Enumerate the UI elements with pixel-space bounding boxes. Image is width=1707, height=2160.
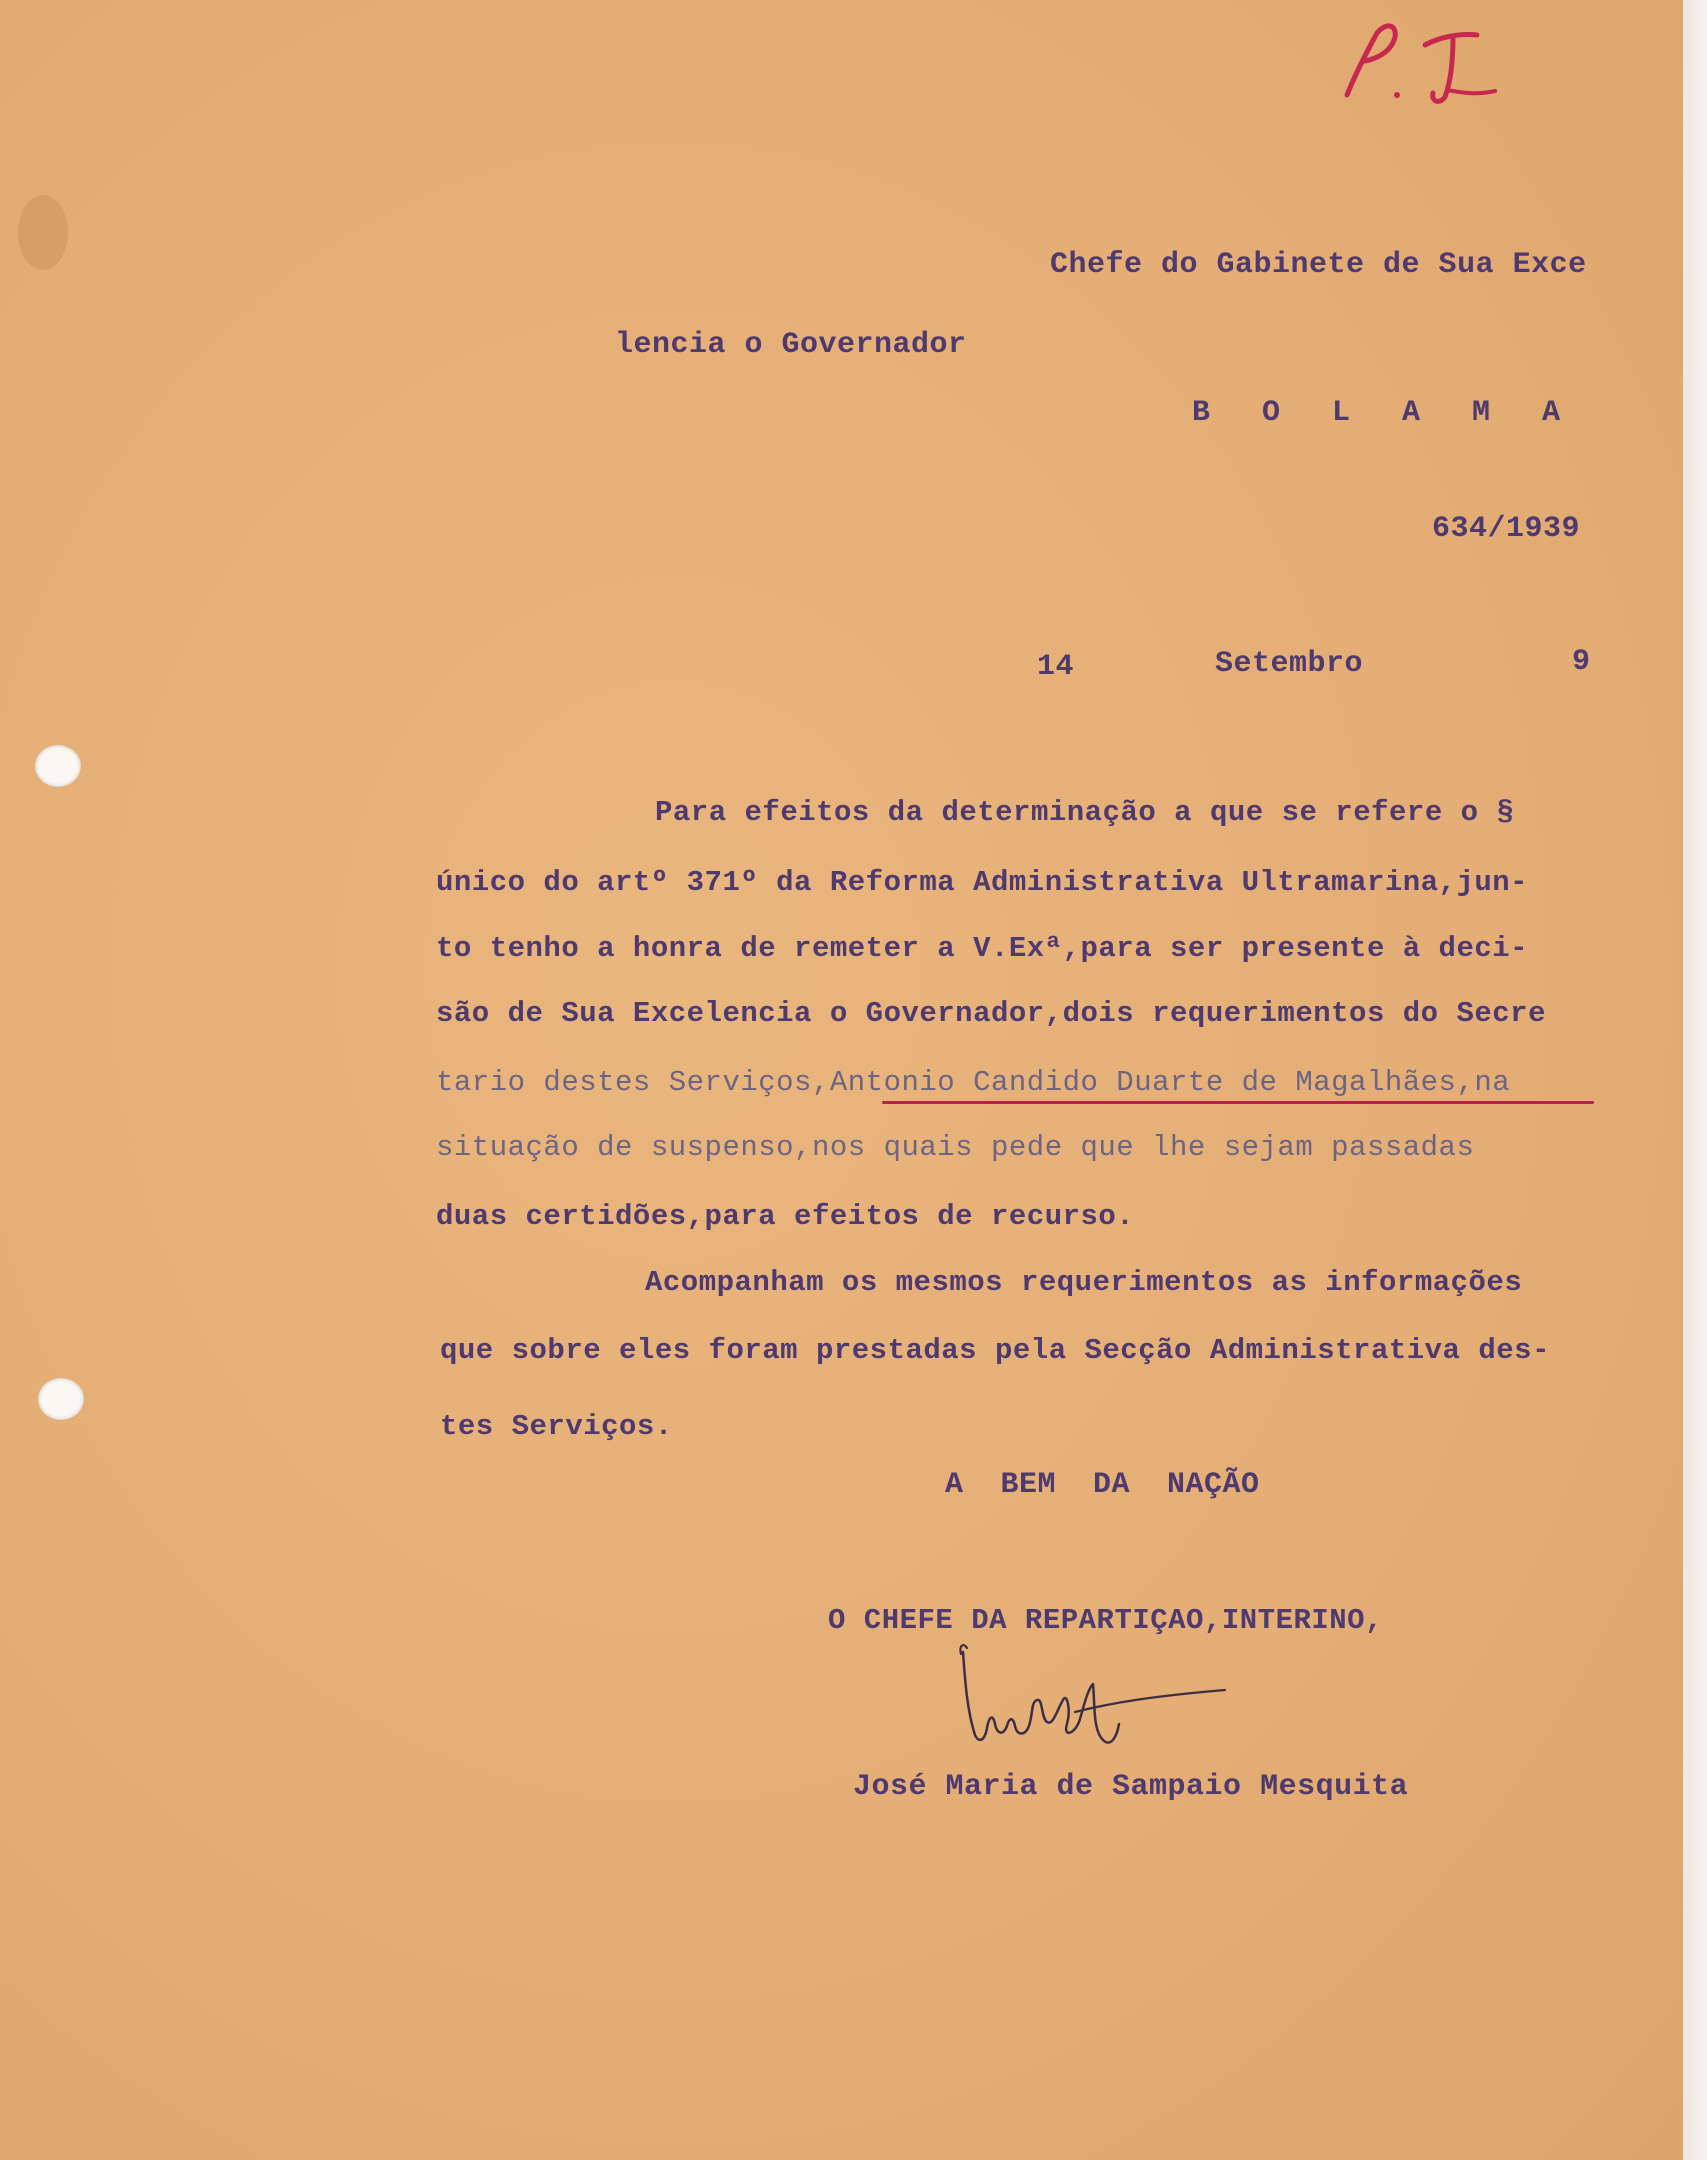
- signatory-name: José Maria de Sampaio Mesquita: [853, 1770, 1409, 1804]
- place-name: BOLAMA: [1192, 396, 1613, 430]
- addressee-line-1: Chefe do Gabinete de Sua Exce: [1050, 248, 1587, 282]
- name-underline: [882, 1101, 1594, 1104]
- date-day: 14: [1037, 650, 1075, 684]
- body-line: único do artº 371º da Reforma Administrativa Ultramarina,jun-: [436, 866, 1529, 899]
- marginal-initials-mark: [1335, 15, 1515, 105]
- body-line: tes Serviços.: [440, 1410, 673, 1443]
- date-year: 9: [1572, 645, 1591, 679]
- addressee-line-2: lencia o Governador: [615, 328, 967, 362]
- body-line: são de Sua Excelencia o Governador,dois requerimentos do Secre: [436, 997, 1546, 1030]
- scan-edge: [1683, 0, 1707, 2160]
- handwritten-signature: [955, 1640, 1235, 1790]
- body-line: Para efeitos da determinação a que se refere o §: [655, 796, 1515, 829]
- paper-stain: [18, 195, 68, 270]
- reference-number: 634/1939: [1432, 512, 1581, 546]
- punch-hole-bottom: [38, 1378, 84, 1420]
- body-line: to tenho a honra de remeter a V.Exª,para ser presente à deci-: [436, 932, 1529, 965]
- body-line: Acompanham os mesmos requerimentos as informações: [645, 1266, 1523, 1299]
- closing-motto: A BEM DA NAÇÃO: [945, 1468, 1260, 1502]
- body-line: que sobre eles foram prestadas pela Secção Administrativa des-: [440, 1334, 1550, 1367]
- date-month: Setembro: [1215, 647, 1364, 681]
- punch-hole-top: [35, 745, 81, 787]
- body-line: situação de suspenso,nos quais pede que lhe sejam passadas: [436, 1131, 1475, 1164]
- body-line: tario destes Serviços,Antonio Candido Duarte de Magalhães,na: [436, 1066, 1511, 1099]
- signatory-title: O CHEFE DA REPARTIÇAO,INTERINO,: [828, 1604, 1383, 1637]
- body-line: duas certidões,para efeitos de recurso.: [436, 1200, 1135, 1233]
